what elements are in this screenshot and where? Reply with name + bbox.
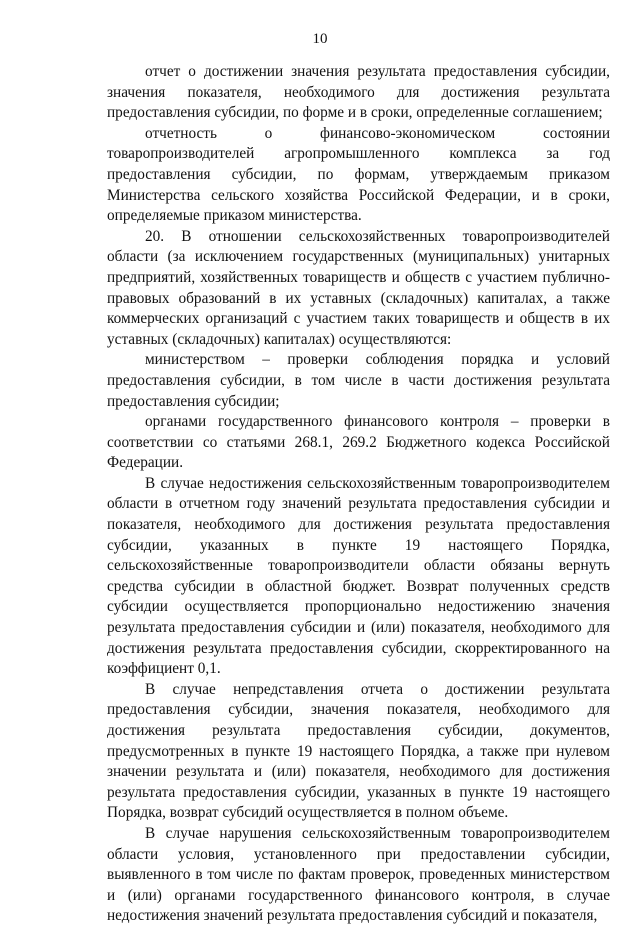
paragraph-non-achievement: В случае недостижения сельскохозяйственным товаропроизводителем области в отчетном году значений результата предоставления субсидии и показателя, необходимого для достижения результата предоставления субсидии, указанных в пункте 19 настоящего Порядка, сельскохозяйственные товаропроизводители области обязаны вернуть средства субсидии в областной бюджет. Возврат полученных средств субсидии осуществляется пропорционально недостижению значения результата предоставления субсидии и (или) показателя, необходимого для достижения результата предоставления субсидии, скорректированного на коэффициент 0,1. <box>107 474 610 678</box>
paragraph-ministry-checks: министерством – проверки соблюдения порядка и условий предоставления субсидии, в том числе в части достижения результата предоставления субсидии; <box>107 351 610 410</box>
paragraph-financial-control: органами государственного финансового контроля – проверки в соответствии со статьями 268.1, 269.2 Бюджетного кодекса Российской Федерации. <box>107 413 610 472</box>
page-number: 10 <box>312 31 328 47</box>
paragraph-section-20: 20. В отношении сельскохозяйственных товаропроизводителей области (за исключением государственных (муниципальных) унитарных предприятий, хозяйственных товариществ и обществ с участием публично-правовых образований в их уставных (складочных) капиталах, а также коммерческих организаций с участием таких товариществ и обществ в их уставных (складочных) капиталах) осуществляются: <box>107 227 610 348</box>
paragraph-non-submission: В случае непредставления отчета о достижении результата предоставления субсидии, значения показателя, необходимого для достижения результата предоставления субсидии, документов, предусмотренных в пункте 19 настоящего Порядка, а также при нулевом значении результата и (или) показателя, необходимого для достижения результата предоставления субсидии, указанных в пункте 19 настоящего Порядка, возврат субсидий осуществляется в полном объеме. <box>107 680 610 822</box>
paragraph-violation: В случае нарушения сельскохозяйственным товаропроизводителем области условия, установленного при предоставлении субсидии, выявленного в том числе по фактам проверок, проведенных министерством и (или) органами государственного финансового контроля, в случае недостижения значений результата предоставления субсидий и показателя, <box>107 824 610 925</box>
paragraph-report-achievement: отчет о достижении значения результата предоставления субсидии, значения показателя, необходимого для достижения результата предоставления субсидии, по форме и в сроки, определенные соглашением; <box>107 63 610 122</box>
document-body <box>107 62 610 927</box>
paragraph-financial-reporting: отчетность о финансово-экономическом состоянии товаропроизводителей агропромышленного комплекса за год предоставления субсидии, по формам, утверждаемым приказом Министерства сельского хозяйства Российской Федерации, и в сроки, определяемые приказом министерства. <box>107 124 610 225</box>
